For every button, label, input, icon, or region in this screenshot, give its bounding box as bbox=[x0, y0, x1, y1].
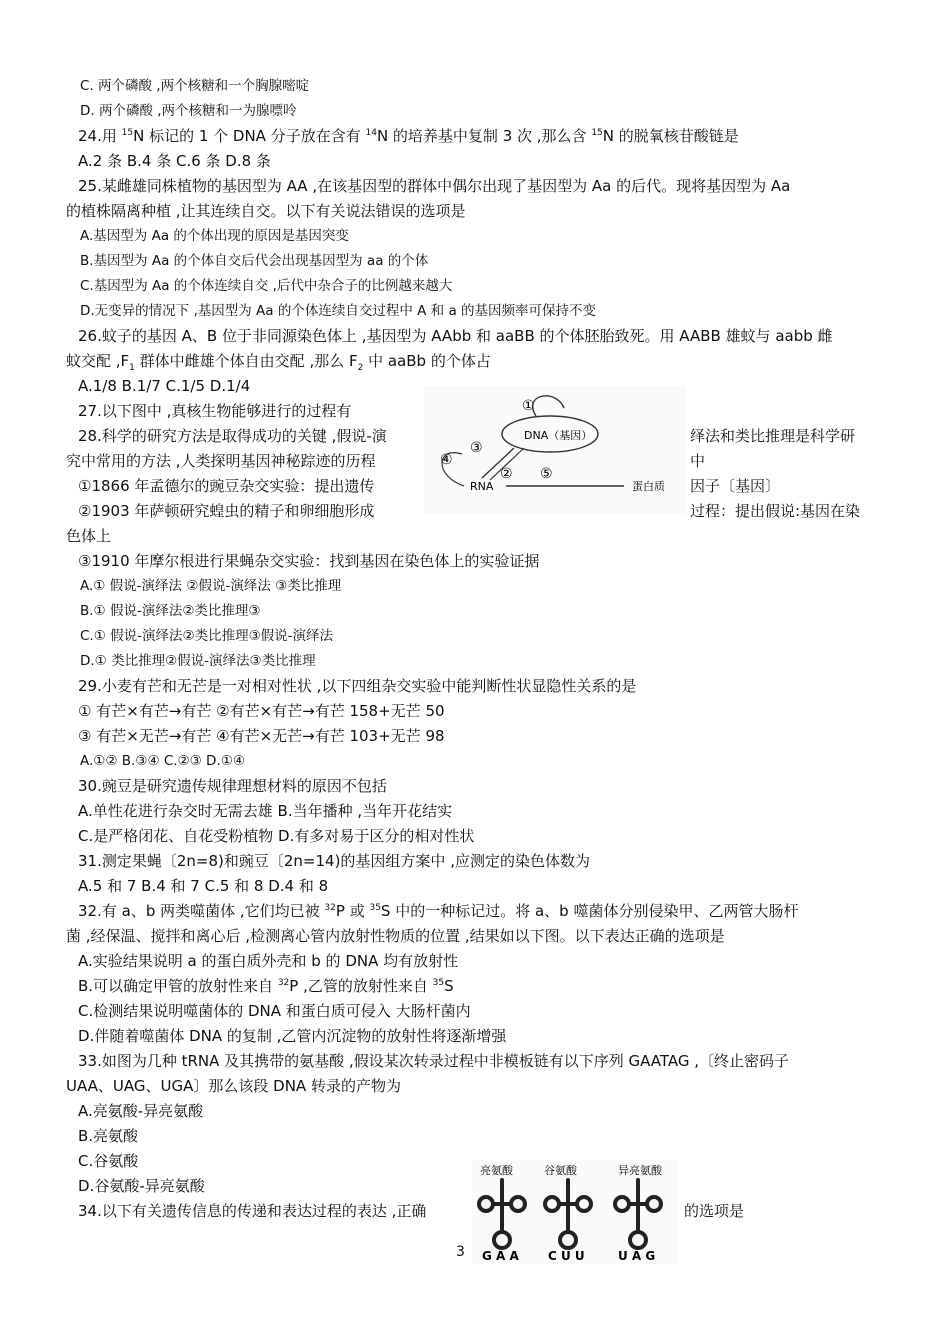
q24-options: A.2 条 B.4 条 C.6 条 D.8 条 bbox=[78, 152, 271, 170]
q32-stem-2: 菌 ,经保温、搅拌和离心后 ,检测离心管内放射性物质的位置 ,结果如以下图。以下表达正确的选项是 bbox=[66, 927, 725, 945]
q30-stem: 30.豌豆是研究遗传规律理想材料的原因不包括 bbox=[78, 777, 387, 795]
q26-stem-2: 蚊交配 $,F_1$ 群体中雌雄个体自由交配 ,那么 $F_2$ 中 aaBb 的个体占 bbox=[66, 352, 491, 373]
q30-options-ab: A.单性花进行杂交时无需去雄 B.当年播种 ,当年开花结实 bbox=[78, 802, 453, 820]
q23-option-d: D. 两个磷酸 ,两个核糖和一为腺嘌呤 bbox=[80, 103, 297, 119]
q28-option-d: D.① 类比推理②假说-演绎法③类比推理 bbox=[80, 653, 316, 669]
q25-option-a: A.基因型为 Aa 的个体出现的原因是基因突变 bbox=[80, 228, 349, 244]
q25-option-b: B.基因型为 Aa 的个体自交后代会出现基因型为 aa 的个体 bbox=[80, 253, 429, 269]
q31-stem: 31.测定果蝇〔2n=8)和豌豆〔2n=14)的基因组方案中 ,应测定的染色体数为 bbox=[78, 852, 590, 870]
q28-option-b: B.① 假说-演绎法②类比推理③ bbox=[80, 603, 261, 619]
q28-option-c: C.① 假说-演绎法②类比推理③假说-演绎法 bbox=[80, 628, 334, 644]
q33-stem-2: UAA、UAG、UGA〕那么该段 DNA 转录的产物为 bbox=[66, 1077, 401, 1095]
trna-3 bbox=[615, 1180, 661, 1248]
q32-stem-1: 32.有 a、b 两类噬菌体 ,它们均已被 $^{32}$P 或 $^{35}$S 中的一种标记过。将 a、b 噬菌体分别侵染甲、乙两管大肠杆 bbox=[78, 902, 799, 920]
q29-stem: 29.小麦有芒和无芒是一对相对性状 ,以下四组杂交实验中能判断性状显隐性关系的是 bbox=[78, 677, 637, 695]
q28-item2a: ②1903 年萨顿研究蝗虫的精子和卵细胞形成 bbox=[78, 502, 375, 520]
q34-stem-a: 34.以下有关遗传信息的传递和表达过程的表达 ,正确 bbox=[78, 1202, 427, 1220]
q28-item3: ③1910 年摩尔根进行果蝇杂交实验：找到基因在染色体上的实验证据 bbox=[78, 552, 540, 570]
amino-acid-glutamate: 谷氨酸 bbox=[544, 1164, 577, 1177]
q26-stem-1: 26.蚊子的基因 A、B 位于非同源染色体上 ,基因型为 AAbb 和 aaBB 的个体胚胎致死。用 AABB 雄蚊与 aabb 雌 bbox=[78, 327, 833, 345]
label-5: ⑤ bbox=[540, 466, 553, 482]
q30-options-cd: C.是严格闭花、自花受粉植物 D.有多对易于区分的相对性状 bbox=[78, 827, 475, 845]
anticodon-2: C U U bbox=[548, 1249, 585, 1263]
q33-option-d: D.谷氨酸-异亮氨酸 bbox=[78, 1177, 205, 1195]
label-1: ① bbox=[522, 398, 535, 414]
q32-option-c: C.检测结果说明噬菌体的 DNA 和蛋白质可侵入 大肠杆菌内 bbox=[78, 1002, 471, 1020]
q28-item2c: 色体上 bbox=[66, 527, 112, 545]
trna-figure bbox=[472, 1160, 678, 1264]
q32-option-d: D.伴随着噬菌体 DNA 的复制 ,乙管内沉淀物的放射性将逐渐增强 bbox=[78, 1027, 507, 1045]
amino-acid-leucine: 亮氨酸 bbox=[480, 1164, 513, 1177]
q33-option-b: B.亮氨酸 bbox=[78, 1127, 139, 1145]
q29-items-2: ③ 有芒×无芒→有芒 ④有芒×无芒→有芒 103+无芒 98 bbox=[78, 727, 445, 745]
anticodon-1: G A A bbox=[482, 1249, 519, 1263]
q27-stem: 27.以下图中 ,真核生物能够进行的过程有 bbox=[78, 402, 352, 420]
q28-stem-2a: 究中常用的方法 ,人类探明基因神秘踪迹的历程 bbox=[66, 452, 376, 470]
anticodon-3: U A G bbox=[618, 1249, 656, 1263]
q28-option-a: A.① 假说-演绎法 ②假说-演绎法 ③类比推理 bbox=[80, 578, 342, 594]
q26-options: A.1/8 B.1/7 C.1/5 D.1/4 bbox=[78, 377, 251, 395]
dna-label: DNA（基因） bbox=[524, 429, 593, 442]
q34-stem-b: 的选项是 bbox=[684, 1202, 745, 1220]
q32-option-b: B.可以确定甲管的放射性来自 $^{32}$P ,乙管的放射性来自 $^{35}$S bbox=[78, 977, 454, 995]
q33-option-c: C.谷氨酸 bbox=[78, 1152, 139, 1170]
trna-2 bbox=[545, 1180, 591, 1248]
q25-option-c: C.基因型为 Aa 的个体连续自交 ,后代中杂合子的比例越来越大 bbox=[80, 278, 453, 294]
q28-item1b: 因子〔基因〕 bbox=[690, 477, 781, 495]
q23-option-c: C. 两个磷酸 ,两个核糖和一个胸腺嘧啶 bbox=[80, 78, 310, 94]
q25-option-d: D.无变异的情况下 ,基因型为 Aa 的个体连续自交过程中 A 和 a 的基因频率可保持不变 bbox=[80, 303, 597, 319]
q28-stem-1a: 28.科学的研究方法是取得成功的关键 ,假说-演 bbox=[78, 427, 387, 445]
replication-arrow bbox=[533, 396, 564, 416]
protein-label: 蛋白质 bbox=[632, 480, 665, 493]
amino-acid-isoleucine: 异亮氨酸 bbox=[618, 1164, 662, 1177]
label-2: ② bbox=[500, 466, 513, 482]
page-number: 3 bbox=[456, 1244, 465, 1260]
q33-stem-1: 33.如图为几种 tRNA 及其携带的氨基酸 ,假设某次转录过程中非模板链有以下序列 GAATAG ,〔终止密码子 bbox=[78, 1052, 790, 1070]
q29-items-1: ① 有芒×有芒→有芒 ②有芒×有芒→有芒 158+无芒 50 bbox=[78, 702, 445, 720]
q29-options: A.①② B.③④ C.②③ D.①④ bbox=[80, 753, 245, 769]
q28-item1a: ①1866 年孟德尔的豌豆杂交实验：提出遗传 bbox=[78, 477, 375, 495]
q28-item2b: 过程：提出假说:基因在染 bbox=[690, 502, 861, 520]
q28-stem-1b: 绎法和类比推理是科学研 bbox=[690, 427, 856, 445]
trna-1 bbox=[479, 1180, 525, 1248]
central-dogma-figure bbox=[424, 386, 686, 514]
q25-stem-2: 的植株隔离种植 ,让其连续自交。以下有关说法错误的选项是 bbox=[66, 202, 466, 220]
q32-option-a: A.实验结果说明 a 的蛋白质外壳和 b 的 DNA 均有放射性 bbox=[78, 952, 459, 970]
q33-option-a: A.亮氨酸-异亮氨酸 bbox=[78, 1102, 204, 1120]
label-4: ④ bbox=[440, 452, 453, 468]
q28-stem-2b: 中 bbox=[690, 452, 706, 470]
q24-stem: 24.用 $^{15}$N 标记的 1 个 DNA 分子放在含有 $^{14}$N 的培养基中复制 3 次 ,那么含 $^{15}$N 的脱氧核苷酸链是 bbox=[78, 127, 739, 145]
q31-options: A.5 和 7 B.4 和 7 C.5 和 8 D.4 和 8 bbox=[78, 877, 329, 895]
label-3: ③ bbox=[470, 440, 483, 456]
q25-stem-1: 25.某雌雄同株植物的基因型为 AA ,在该基因型的群体中偶尔出现了基因型为 Aa 的后代。现将基因型为 Aa bbox=[78, 177, 791, 195]
rna-label: RNA bbox=[470, 480, 494, 493]
